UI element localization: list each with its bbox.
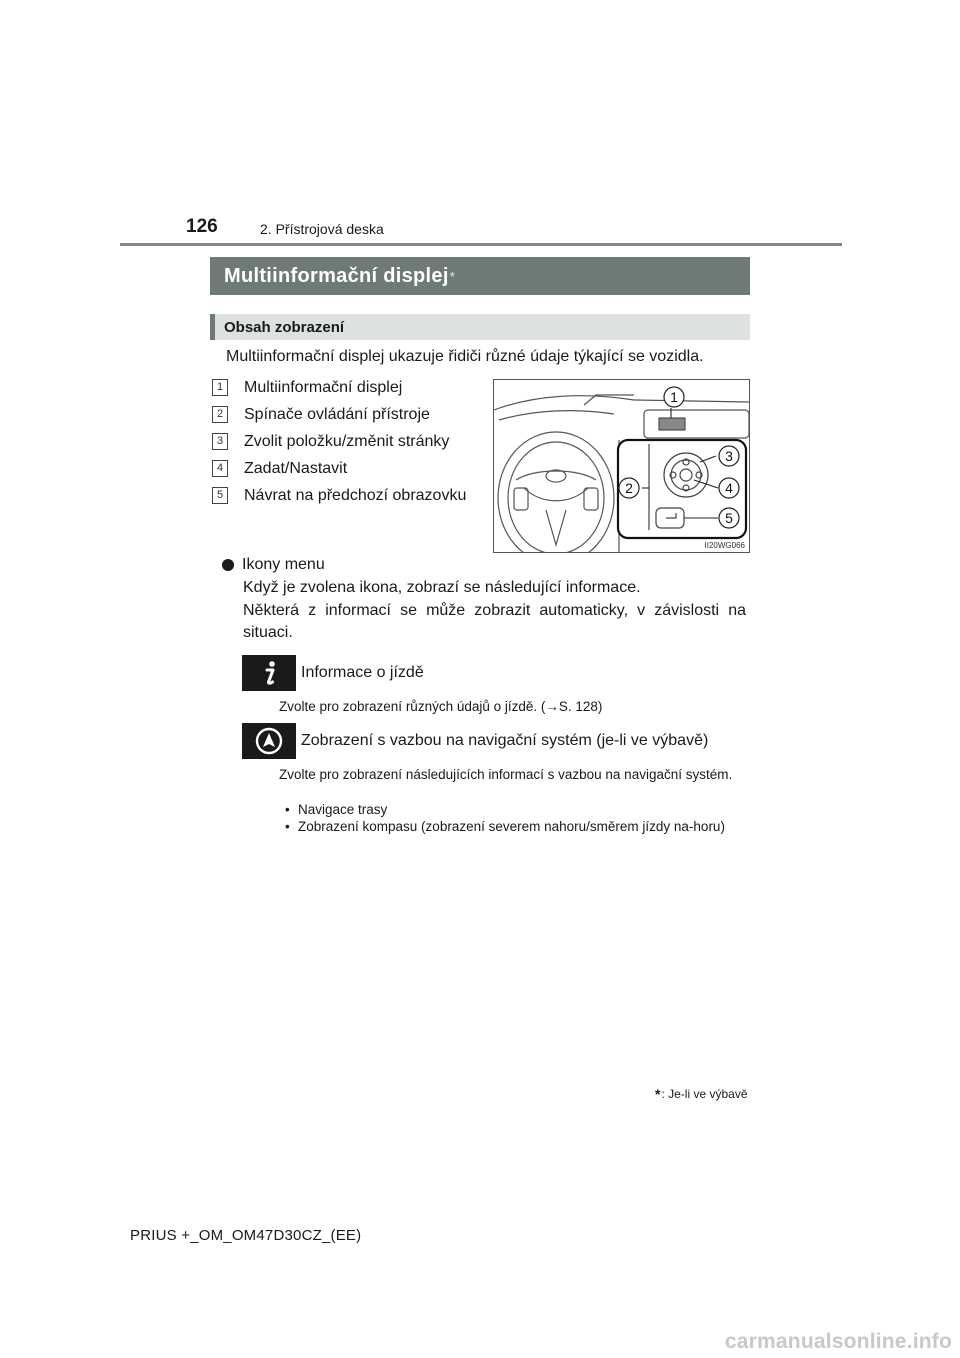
info-icon: [242, 655, 296, 691]
menu-paragraph-2: Některá z informací se může zobrazit automaticky, v závislosti na situaci.: [243, 602, 746, 641]
subsection-title: Obsah zobrazení: [210, 314, 750, 340]
title-asterisk: *: [449, 268, 456, 284]
callout-item: [212, 374, 466, 401]
watermark: carmanualsonline.info: [724, 1330, 952, 1353]
menu-paragraph-1: Když je zvolena ikona, zobrazí se následující informace.: [243, 579, 641, 596]
page-title: [210, 257, 750, 295]
steering-wheel-figure: [493, 379, 750, 553]
navigation-icon: [242, 723, 296, 759]
callout-item: [212, 428, 466, 455]
page-number: 126: [186, 216, 218, 237]
figure-marker-4: 4: [725, 480, 733, 496]
figure-code: II20WG066: [704, 541, 745, 550]
callout-number: 1: [212, 379, 228, 396]
callout-label: Spínače ovládání přístroje: [244, 405, 430, 423]
callout-number: 4: [212, 460, 228, 477]
footer-document-code: PRIUS +_OM_OM47D30CZ_(EE): [130, 1227, 362, 1244]
callout-item: [212, 401, 466, 428]
footnote-text: : Je-li ve výbavě: [661, 1087, 748, 1101]
menu-item-desc-navigation: Zvolte pro zobrazení následujících informací s vazbou na navigační systém.: [279, 767, 733, 782]
bullet-icon: [222, 559, 234, 571]
callout-label: Návrat na předchozí obrazovku: [244, 486, 467, 504]
navigation-bullet-text: Zobrazení kompasu (zobrazení severem nahoru/směrem jízdy na-horu): [298, 819, 725, 834]
figure-marker-2: 2: [625, 480, 633, 496]
figure-marker-1: 1: [670, 389, 678, 405]
menu-heading-text: Ikony menu: [242, 556, 325, 573]
callout-number: 5: [212, 487, 228, 504]
menu-item-desc-driving-info: Zvolte pro zobrazení různých údajů o jízdě. (→S. 128): [279, 699, 603, 714]
callout-item: [212, 482, 466, 509]
callout-label: Zadat/Nastavit: [244, 459, 348, 477]
intro-text: Multiinformační displej ukazuje řidiči různé údaje týkající se vozidla.: [226, 348, 704, 365]
navigation-bullet-text: Navigace trasy: [298, 802, 388, 817]
menu-item-label-driving-info: Informace o jízdě: [301, 664, 424, 681]
callout-item: [212, 455, 466, 482]
bullet-mark: •: [285, 819, 290, 834]
callout-label: Multiinformační displej: [244, 378, 403, 396]
figure-marker-5: 5: [725, 510, 733, 526]
footnote: [655, 1086, 748, 1102]
callout-list: [212, 374, 466, 509]
section-label: 2. Přístrojová deska: [260, 221, 384, 237]
page-title-text: Multiinformační displej: [224, 264, 449, 287]
callout-number: 2: [212, 406, 228, 423]
navigation-bullet-item: [285, 802, 387, 818]
bullet-mark: •: [285, 802, 290, 817]
steering-wheel-illustration: [494, 380, 749, 552]
navigation-bullet-item: [285, 819, 746, 835]
footnote-asterisk: *: [655, 1086, 661, 1102]
menu-icons-heading: [222, 556, 325, 574]
figure-marker-3: 3: [725, 448, 733, 464]
header-rule: [120, 243, 842, 246]
callout-label: Zvolit položku/změnit stránky: [244, 432, 450, 450]
menu-item-label-navigation: Zobrazení s vazbou na navigační systém (je-li ve výbavě): [301, 732, 709, 749]
callout-number: 3: [212, 433, 228, 450]
